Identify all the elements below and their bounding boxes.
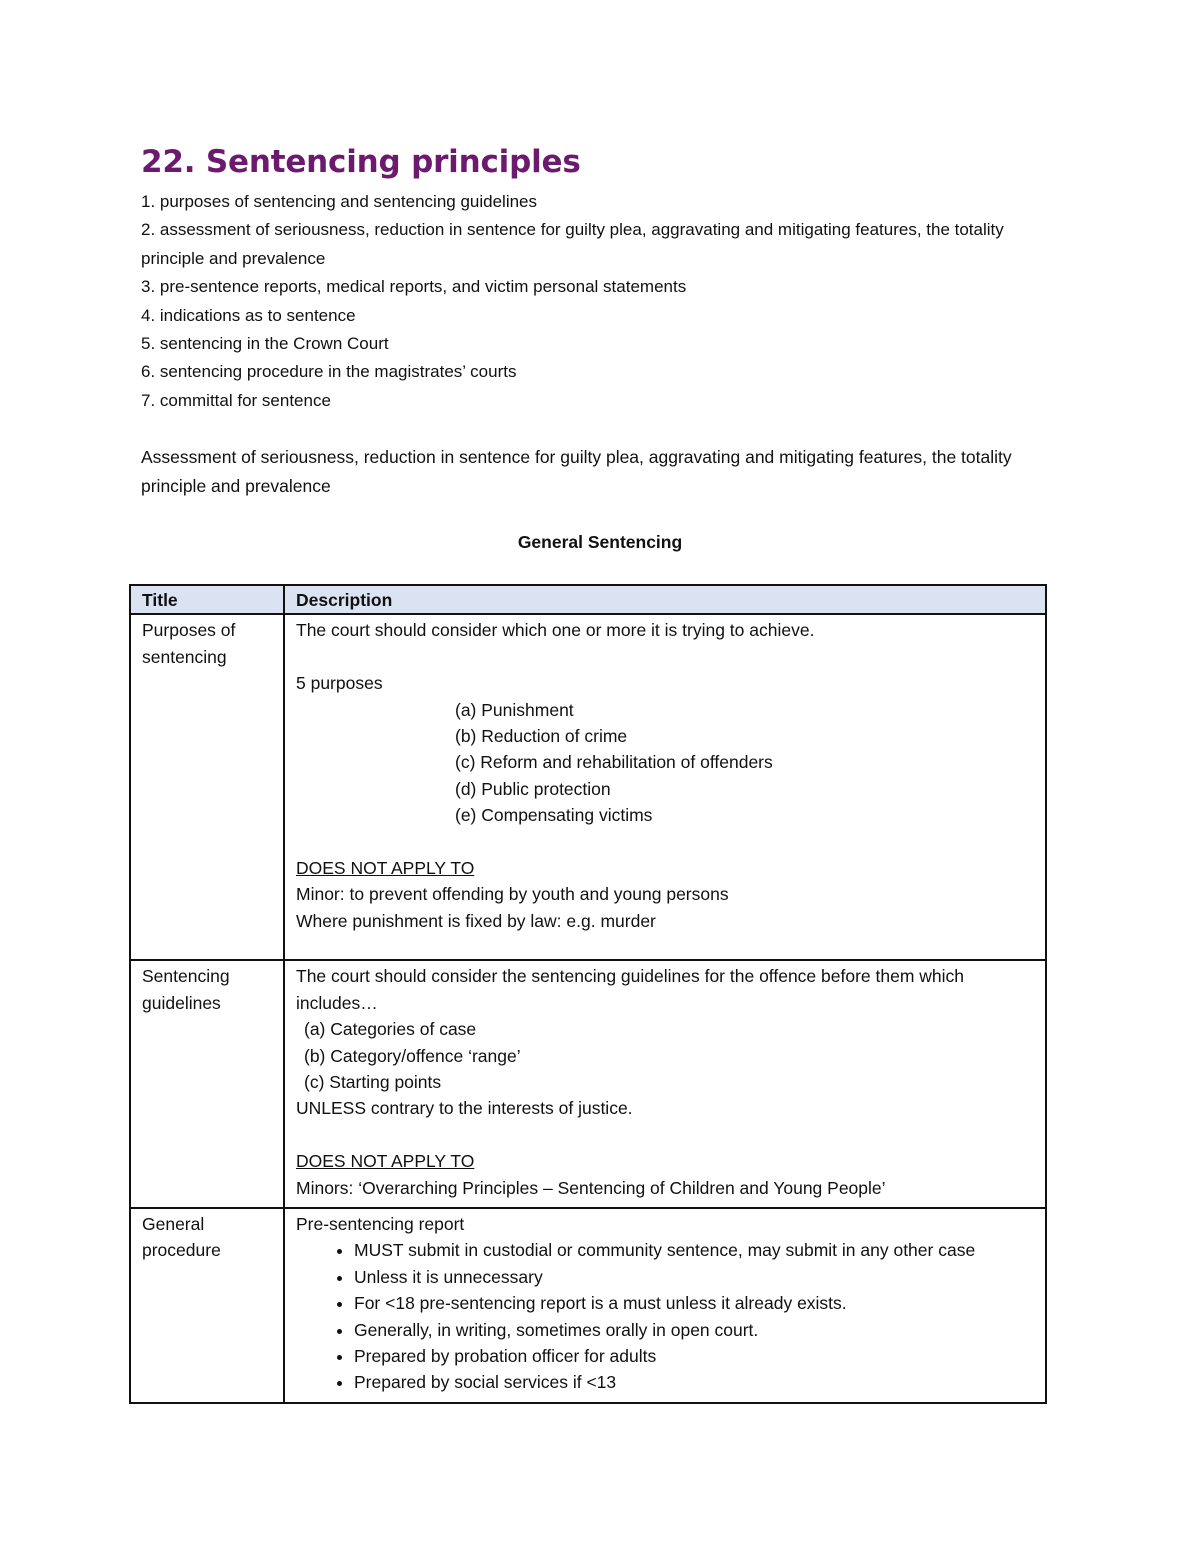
table-row: [130, 614, 1046, 960]
header-title: Title: [130, 585, 284, 614]
sentencing-table: [129, 584, 1047, 1404]
outline-list: [141, 188, 1061, 415]
table-row: [130, 1208, 1046, 1403]
list-item: (a) Punishment: [455, 699, 574, 720]
row-title: Purposes of sentencing: [130, 614, 284, 960]
not-apply-item: Minors: ‘Overarching Principles – Sentencing of Children and Young People’: [296, 1177, 886, 1198]
row-title: General procedure: [130, 1208, 284, 1403]
bullet-item: • Prepared by social services if <13: [354, 1369, 1034, 1395]
table-header-row: [130, 585, 1046, 614]
row-title: Sentencing guidelines: [130, 960, 284, 1208]
bullet-item: • MUST submit in custodial or community sentence, may submit in any other case: [354, 1237, 1034, 1263]
bullet-item: • Unless it is unnecessary: [354, 1264, 1034, 1290]
not-apply-item: Where punishment is fixed by law: e.g. murder: [296, 910, 656, 931]
section-heading: General Sentencing: [517, 532, 683, 553]
header-description: Description: [284, 585, 1046, 614]
row-lead: Pre-sentencing report: [296, 1214, 465, 1235]
outline-item: 7. committal for sentence: [141, 390, 331, 410]
row-description: [284, 614, 1046, 960]
row-lead: The court should consider the sentencing guidelines for the offence before them which includes…: [296, 966, 965, 1013]
list-item: (c) Reform and rehabilitation of offenders: [455, 752, 773, 773]
list-item: (b) Reduction of crime: [455, 726, 628, 747]
outline-item: 3. pre-sentence reports, medical reports, and victim personal statements: [141, 277, 687, 297]
row-lead: The court should consider which one or more it is trying to achieve.: [296, 620, 815, 641]
row-description: [284, 960, 1046, 1208]
row-description: [284, 1208, 1046, 1403]
row-subheading: 5 purposes: [296, 673, 383, 694]
outline-item: 1. purposes of sentencing and sentencing guidelines: [141, 192, 538, 211]
outline-item: 5. sentencing in the Crown Court: [141, 334, 389, 354]
not-apply-heading: DOES NOT APPLY TO: [296, 1151, 475, 1172]
unless-note: UNLESS contrary to the interests of justice.: [296, 1098, 633, 1119]
outline-item: 4. indications as to sentence: [141, 305, 356, 325]
list-item: (d) Public protection: [455, 778, 611, 799]
list-item: (c) Starting points: [304, 1072, 442, 1093]
intro-paragraph: Assessment of seriousness, reduction in sentence for guilty plea, aggravating and mitigating features, the totality principle and prevalence: [141, 447, 1012, 496]
list-item: (b) Category/offence ‘range’: [304, 1045, 521, 1066]
table-row: [130, 960, 1046, 1208]
not-apply-heading: DOES NOT APPLY TO: [296, 858, 475, 879]
bullet-list: [296, 1237, 1034, 1395]
bullet-item: • Generally, in writing, sometimes orally in open court.: [354, 1317, 1034, 1343]
document-page: [141, 140, 1061, 556]
not-apply-item: Minor: to prevent offending by youth and young persons: [296, 884, 729, 905]
list-item: (a) Categories of case: [304, 1019, 477, 1040]
outline-item: 2. assessment of seriousness, reduction in sentence for guilty plea, aggravating and mitigating features, the totality principle and prevalence: [141, 220, 1004, 268]
outline-item: 6. sentencing procedure in the magistrates’ courts: [141, 362, 517, 382]
bullet-item: • Prepared by probation officer for adults: [354, 1343, 1034, 1369]
list-item: (e) Compensating victims: [455, 805, 653, 826]
document-title: 22. Sentencing principles: [141, 144, 581, 180]
bullet-item: • For <18 pre-sentencing report is a must unless it already exists.: [354, 1290, 1034, 1316]
